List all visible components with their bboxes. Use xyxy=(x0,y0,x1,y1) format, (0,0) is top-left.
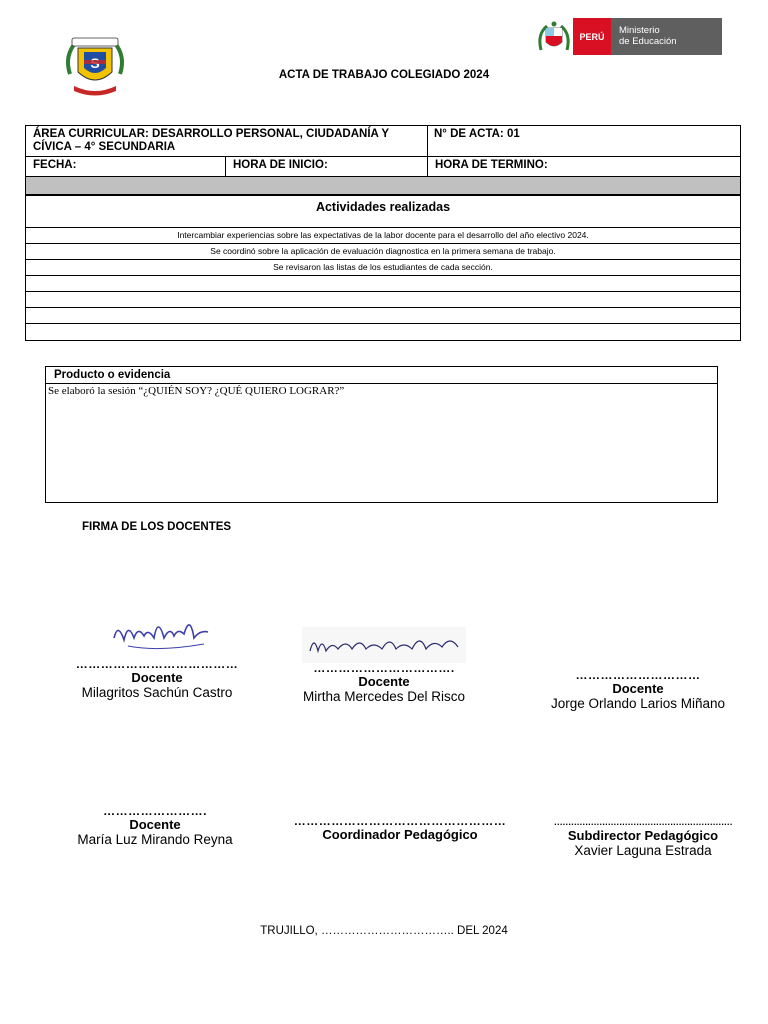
activities-table xyxy=(25,195,741,341)
product-evidence-box xyxy=(45,366,718,503)
signature-block xyxy=(45,805,265,848)
signature-line: ……………………………………………………… xyxy=(553,817,733,827)
signature-line: ………………………………… xyxy=(75,657,239,671)
footer-date-line: TRUJILLO, …………………………….. DEL 2024 xyxy=(260,925,508,937)
activity-row xyxy=(26,308,740,324)
gray-divider-row xyxy=(26,177,740,194)
activity-row: Intercambiar experiencias sobre las expectativas de la labor docente para el desarrollo del año electivo 2024. xyxy=(26,228,740,244)
school-crest-icon xyxy=(62,34,128,98)
hora-termino-cell: HORA DE TERMINO: xyxy=(435,159,548,171)
activity-row xyxy=(26,292,740,308)
activities-heading: Actividades realizadas xyxy=(26,196,740,228)
signature-role: Coordinador Pedagógico xyxy=(322,827,478,842)
signature-name: Jorge Orlando Larios Miñano xyxy=(550,696,726,711)
signatures-title: FIRMA DE LOS DOCENTES xyxy=(82,521,232,533)
signature-block xyxy=(533,816,753,859)
info-table xyxy=(25,125,741,195)
signature-scribble xyxy=(302,627,466,663)
country-label: PERÚ xyxy=(573,18,611,55)
signature-line: ……………………………. xyxy=(313,661,455,675)
hora-inicio-cell: HORA DE INICIO: xyxy=(226,157,428,176)
activity-row xyxy=(26,276,740,292)
signature-role: Docente xyxy=(129,817,181,832)
document-title: ACTA DE TRABAJO COLEGIADO 2024 xyxy=(278,69,490,81)
signature-name: Mirtha Mercedes Del Risco xyxy=(302,689,466,704)
signature-role: Docente xyxy=(131,670,183,685)
acta-number-cell: N° DE ACTA: 01 xyxy=(434,128,520,140)
signature-scribble xyxy=(108,608,218,658)
signature-role: Docente xyxy=(358,674,410,689)
activity-row: Se revisaron las listas de los estudiantes de cada sección. xyxy=(26,260,740,276)
signature-block xyxy=(274,662,494,705)
fecha-cell: FECHA: xyxy=(26,157,226,176)
signature-name: Xavier Laguna Estrada xyxy=(574,843,712,858)
signature-name: María Luz Mirando Reyna xyxy=(77,832,233,847)
activity-row xyxy=(26,324,740,340)
area-curricular-cell: ÁREA CURRICULAR: DESARROLLO PERSONAL, CIUDADANÍA Y CÍVICA – 4° SECUNDARIA xyxy=(26,126,428,156)
product-text: Se elaboró la sesión “¿QUIÉN SOY? ¿QUÉ QUIERO LOGRAR?” xyxy=(48,385,345,397)
product-heading: Producto o evidencia xyxy=(46,367,717,384)
signature-role: Docente xyxy=(612,681,664,696)
signature-line: ………………………… xyxy=(575,668,701,682)
signature-block xyxy=(528,669,748,712)
ministry-logo xyxy=(537,18,722,55)
signature-block xyxy=(290,815,510,842)
ministry-label: Ministerio de Educación xyxy=(611,18,722,55)
signature-role: Subdirector Pedagógico xyxy=(567,828,719,843)
signature-line: …………………………………………… xyxy=(293,814,507,828)
peru-coat-of-arms-icon xyxy=(537,20,571,54)
signature-line: ……………………. xyxy=(103,804,207,818)
signature-name: Milagritos Sachún Castro xyxy=(81,685,233,700)
activity-row: Se coordinó sobre la aplicación de evaluación diagnostica en la primera semana de trabajo. xyxy=(26,244,740,260)
signature-block xyxy=(47,658,267,701)
